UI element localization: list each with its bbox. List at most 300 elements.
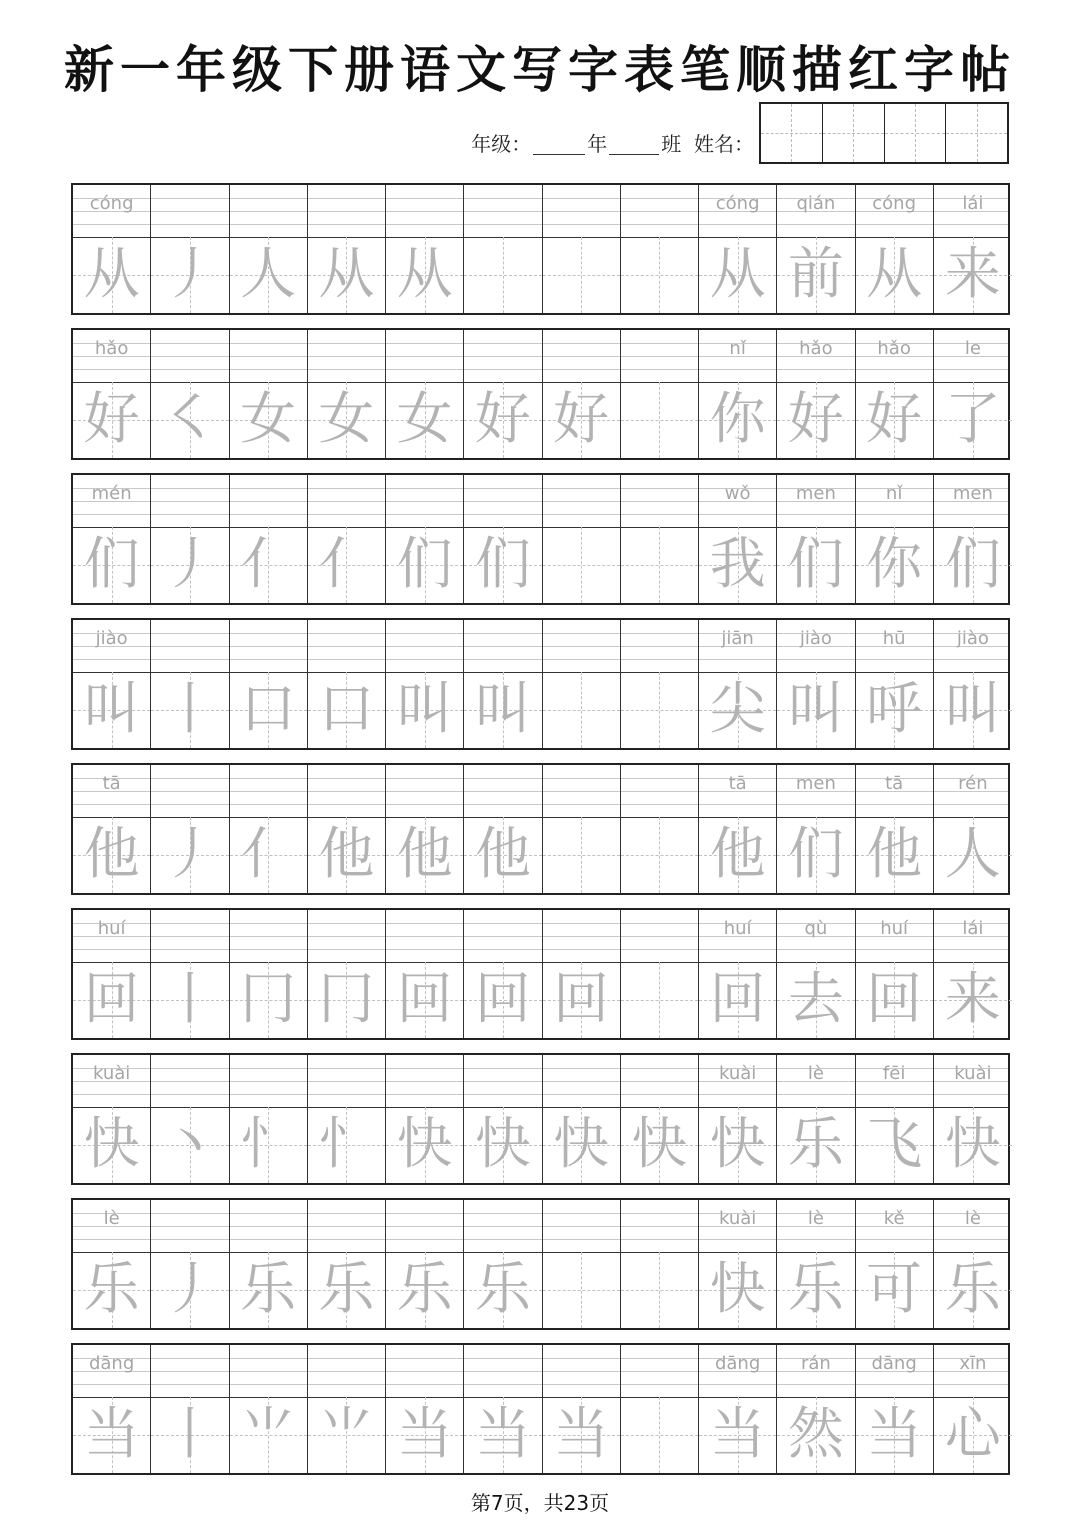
word-char: 前 (787, 242, 844, 307)
word-char: 乐 (787, 1112, 844, 1177)
stroke-step: 他 (474, 822, 531, 887)
word-pinyin: tā (728, 773, 747, 794)
word-pinyin: qián (796, 193, 836, 214)
stroke-cell[interactable] (464, 475, 542, 603)
name-box[interactable] (761, 104, 823, 162)
tian-grid-box (856, 1107, 933, 1183)
tian-grid-box (856, 237, 933, 313)
tian-grid-box (699, 672, 776, 748)
stroke-cell[interactable] (230, 1345, 308, 1473)
stroke-cell[interactable] (308, 910, 386, 1038)
name-label: 姓名： (694, 132, 754, 156)
stroke-step: 冂 (318, 967, 375, 1032)
word-char-cell[interactable] (777, 910, 855, 1038)
tian-grid-box (308, 237, 385, 313)
word-char: 心 (944, 1402, 1001, 1467)
word-char-cell[interactable] (699, 1345, 777, 1473)
practice-row (71, 183, 1010, 315)
main-char: 们 (83, 532, 140, 597)
stroke-cell[interactable] (230, 1055, 308, 1183)
stroke-cell[interactable] (464, 765, 542, 893)
word-char-cell[interactable] (699, 1200, 777, 1328)
word-char-cell[interactable] (934, 765, 1012, 893)
tian-grid-box (230, 672, 307, 748)
word-char-cell[interactable] (934, 1345, 1012, 1473)
stroke-step: 丶 (161, 1112, 218, 1177)
stroke-cell[interactable] (151, 330, 229, 458)
main-char-cell[interactable] (73, 330, 151, 458)
tian-grid-box (230, 237, 307, 313)
stroke-cell[interactable] (230, 475, 308, 603)
stroke-step: 冂 (240, 967, 297, 1032)
word-char-cell[interactable] (699, 475, 777, 603)
tian-grid-box (73, 237, 150, 313)
word-char: 们 (944, 532, 1001, 597)
word-pinyin: nǐ (729, 338, 746, 359)
stroke-cell[interactable] (230, 620, 308, 748)
stroke-cell[interactable] (621, 765, 699, 893)
tian-grid-box (151, 527, 228, 603)
word-char: 快 (709, 1257, 766, 1322)
tian-grid-box (621, 1107, 698, 1183)
word-char-cell[interactable] (777, 475, 855, 603)
stroke-step: 人 (240, 242, 297, 307)
tian-grid-box (856, 382, 933, 458)
tian-grid-box (308, 382, 385, 458)
main-char-cell[interactable] (73, 620, 151, 748)
stroke-cell[interactable] (621, 185, 699, 313)
word-char-cell[interactable] (856, 1200, 934, 1328)
tian-grid-box (777, 1107, 854, 1183)
tian-grid-box (621, 672, 698, 748)
tian-grid-box (777, 382, 854, 458)
stroke-step: 乐 (474, 1257, 531, 1322)
stroke-step: 乐 (396, 1257, 453, 1322)
word-pinyin: rán (800, 1353, 831, 1374)
stroke-step: 丨 (161, 967, 218, 1032)
word-pinyin: wǒ (724, 483, 751, 504)
word-char-cell[interactable] (699, 330, 777, 458)
stroke-cell[interactable] (464, 330, 542, 458)
stroke-cell[interactable] (386, 475, 464, 603)
main-char: 他 (83, 822, 140, 887)
main-char-pinyin: kuài (92, 1063, 131, 1084)
tian-grid-box (230, 1397, 307, 1473)
stroke-cell[interactable] (151, 1345, 229, 1473)
stroke-step: 乐 (318, 1257, 375, 1322)
stroke-cell[interactable] (621, 1200, 699, 1328)
tian-grid-box (621, 1397, 698, 1473)
main-char-cell[interactable] (73, 1055, 151, 1183)
stroke-cell[interactable] (543, 910, 621, 1038)
main-char-cell[interactable] (73, 1200, 151, 1328)
practice-row (71, 908, 1010, 1040)
stroke-cell[interactable] (151, 1200, 229, 1328)
stroke-cell[interactable] (151, 475, 229, 603)
stroke-cell[interactable] (464, 185, 542, 313)
word-char: 们 (787, 822, 844, 887)
year-label: 年 (587, 132, 608, 156)
student-info (0, 128, 754, 157)
word-pinyin: lái (962, 918, 984, 939)
word-char-cell[interactable] (856, 765, 934, 893)
stroke-step: 快 (631, 1112, 688, 1177)
word-char: 快 (709, 1112, 766, 1177)
stroke-step: 当 (553, 1402, 610, 1467)
stroke-cell[interactable] (464, 620, 542, 748)
stroke-step: 叫 (396, 677, 453, 742)
stroke-cell[interactable] (308, 475, 386, 603)
stroke-step: 从 (318, 242, 375, 307)
stroke-step: 快 (474, 1112, 531, 1177)
tian-grid-box (543, 1252, 620, 1328)
stroke-step: 回 (553, 967, 610, 1032)
stroke-cell[interactable] (230, 910, 308, 1038)
stroke-step: 亻 (240, 822, 297, 887)
tian-grid-box (543, 527, 620, 603)
tian-grid-box (386, 527, 463, 603)
word-char-cell[interactable] (856, 185, 934, 313)
tian-grid-box (386, 1397, 463, 1473)
practice-row (71, 1053, 1010, 1185)
stroke-step: 口 (240, 677, 297, 742)
stroke-cell[interactable] (386, 1055, 464, 1183)
practice-row (71, 328, 1010, 460)
stroke-step: 回 (474, 967, 531, 1032)
main-char-cell[interactable] (73, 185, 151, 313)
stroke-step: 忄 (318, 1112, 375, 1177)
tian-grid-box (934, 672, 1012, 748)
stroke-cell[interactable] (464, 1200, 542, 1328)
word-char-cell[interactable] (777, 1345, 855, 1473)
name-box[interactable] (885, 104, 947, 162)
word-pinyin: hū (882, 628, 906, 649)
stroke-cell[interactable] (386, 765, 464, 893)
tian-grid-box (308, 1252, 385, 1328)
tian-grid-box (777, 237, 854, 313)
tian-grid-box (621, 382, 698, 458)
main-char-pinyin: tā (102, 773, 121, 794)
word-pinyin: hǎo (877, 338, 911, 359)
word-char-cell[interactable] (777, 185, 855, 313)
tian-grid-box (308, 672, 385, 748)
stroke-cell[interactable] (621, 330, 699, 458)
stroke-step: 丨 (161, 677, 218, 742)
tian-grid-box (777, 527, 854, 603)
tian-grid-box (308, 962, 385, 1038)
tian-grid-box (308, 1397, 385, 1473)
word-char-cell[interactable] (699, 1055, 777, 1183)
tian-grid-box (856, 962, 933, 1038)
stroke-cell[interactable] (151, 1055, 229, 1183)
word-char-cell[interactable] (699, 765, 777, 893)
stroke-step: ㇛ (161, 387, 218, 452)
word-char-cell[interactable] (856, 330, 934, 458)
word-char: 回 (866, 967, 923, 1032)
practice-row (71, 1343, 1010, 1475)
tian-grid-box (777, 962, 854, 1038)
grade-label: 年级： (471, 132, 532, 156)
tian-grid-box (699, 527, 776, 603)
word-char-cell[interactable] (777, 765, 855, 893)
stroke-cell[interactable] (543, 330, 621, 458)
word-pinyin: rén (958, 773, 988, 794)
word-char-cell[interactable] (699, 620, 777, 748)
stroke-cell[interactable] (151, 910, 229, 1038)
word-char-cell[interactable] (856, 475, 934, 603)
stroke-step: 丨 (161, 1402, 218, 1467)
word-char-cell[interactable] (934, 475, 1012, 603)
tian-grid-box (464, 237, 541, 313)
tian-grid-box (934, 527, 1012, 603)
tian-grid-box (464, 1107, 541, 1183)
word-pinyin: men (795, 483, 836, 504)
main-char-cell[interactable] (73, 910, 151, 1038)
word-char: 然 (787, 1402, 844, 1467)
name-box[interactable] (946, 104, 1007, 162)
stroke-step: 回 (396, 967, 453, 1032)
stroke-step: 丿 (161, 822, 218, 887)
tian-grid-box (464, 962, 541, 1038)
word-char-cell[interactable] (934, 1055, 1012, 1183)
tian-grid-box (308, 817, 385, 893)
tian-grid-box (308, 1107, 385, 1183)
tian-grid-box (621, 1252, 698, 1328)
word-char: 叫 (787, 677, 844, 742)
stroke-cell[interactable] (543, 765, 621, 893)
tian-grid-box (308, 527, 385, 603)
word-pinyin: tā (885, 773, 904, 794)
word-pinyin: lè (807, 1063, 824, 1084)
word-pinyin: dāng (714, 1353, 761, 1374)
tian-grid-box (856, 672, 933, 748)
word-char: 你 (709, 387, 766, 452)
word-pinyin: fēi (882, 1063, 906, 1084)
tian-grid-box (73, 1252, 150, 1328)
stroke-cell[interactable] (230, 1200, 308, 1328)
word-char: 好 (866, 387, 923, 452)
practice-row (71, 1198, 1010, 1330)
grade-blank[interactable] (533, 136, 585, 155)
tian-grid-box (151, 1397, 228, 1473)
main-char-pinyin: mén (91, 483, 132, 504)
word-char: 当 (709, 1402, 766, 1467)
stroke-step: 丿 (161, 242, 218, 307)
stroke-cell[interactable] (386, 185, 464, 313)
tian-grid-box (699, 1397, 776, 1473)
main-char-cell[interactable] (73, 765, 151, 893)
stroke-cell[interactable] (464, 1345, 542, 1473)
stroke-cell[interactable] (621, 620, 699, 748)
stroke-cell[interactable] (151, 620, 229, 748)
main-char: 好 (83, 387, 140, 452)
tian-grid-box (73, 1107, 150, 1183)
stroke-cell[interactable] (543, 185, 621, 313)
word-char-cell[interactable] (934, 910, 1012, 1038)
tian-grid-box (73, 817, 150, 893)
word-char: 快 (944, 1112, 1001, 1177)
class-label: 班 (661, 132, 682, 156)
stroke-cell[interactable] (386, 620, 464, 748)
tian-grid-box (73, 962, 150, 1038)
word-char: 尖 (709, 677, 766, 742)
word-char: 叫 (944, 677, 1001, 742)
stroke-cell[interactable] (621, 1055, 699, 1183)
word-char: 来 (944, 242, 1001, 307)
practice-row (71, 473, 1010, 605)
word-pinyin: hǎo (799, 338, 833, 359)
tian-grid-box (699, 1107, 776, 1183)
word-char: 你 (866, 532, 923, 597)
tian-grid-box (230, 962, 307, 1038)
tian-grid-box (151, 382, 228, 458)
tian-grid-box (230, 527, 307, 603)
stroke-cell[interactable] (151, 765, 229, 893)
word-pinyin: huí (723, 918, 752, 939)
tian-grid-box (464, 1397, 541, 1473)
stroke-step: ⺌ (240, 1402, 297, 1467)
stroke-cell[interactable] (308, 185, 386, 313)
word-char: 们 (787, 532, 844, 597)
word-char-cell[interactable] (777, 1200, 855, 1328)
word-char: 来 (944, 967, 1001, 1032)
tian-grid-box (464, 817, 541, 893)
practice-row (71, 763, 1010, 895)
word-char: 人 (944, 822, 1001, 887)
stroke-step: 他 (318, 822, 375, 887)
word-char-cell[interactable] (777, 330, 855, 458)
word-char-cell[interactable] (934, 1200, 1012, 1328)
tian-grid-box (699, 382, 776, 458)
stroke-step: 从 (396, 242, 453, 307)
stroke-cell[interactable] (151, 185, 229, 313)
tian-grid-box (934, 1107, 1012, 1183)
word-pinyin: men (952, 483, 993, 504)
word-pinyin: jiān (721, 628, 754, 649)
word-pinyin: jiào (956, 628, 989, 649)
stroke-cell[interactable] (621, 1345, 699, 1473)
word-char-cell[interactable] (934, 185, 1012, 313)
word-char: 飞 (866, 1112, 923, 1177)
tian-grid-box (386, 237, 463, 313)
tian-grid-box (230, 1107, 307, 1183)
word-char-cell[interactable] (856, 910, 934, 1038)
tian-grid-box (151, 1107, 228, 1183)
main-char: 乐 (83, 1257, 140, 1322)
tian-grid-box (934, 1397, 1012, 1473)
word-char-cell[interactable] (777, 1055, 855, 1183)
stroke-cell[interactable] (543, 1055, 621, 1183)
stroke-cell[interactable] (464, 910, 542, 1038)
tian-grid-box (621, 237, 698, 313)
tian-grid-box (543, 382, 620, 458)
word-char-cell[interactable] (699, 910, 777, 1038)
tian-grid-box (856, 1397, 933, 1473)
tian-grid-box (543, 1107, 620, 1183)
tian-grid-box (386, 672, 463, 748)
word-char-cell[interactable] (856, 1345, 934, 1473)
tian-grid-box (934, 237, 1012, 313)
stroke-cell[interactable] (386, 1200, 464, 1328)
stroke-cell[interactable] (621, 910, 699, 1038)
main-char: 快 (83, 1112, 140, 1177)
word-char-cell[interactable] (777, 620, 855, 748)
word-char: 好 (787, 387, 844, 452)
word-char-cell[interactable] (934, 330, 1012, 458)
tian-grid-box (73, 1397, 150, 1473)
stroke-cell[interactable] (308, 1345, 386, 1473)
tian-grid-box (621, 962, 698, 1038)
main-char: 回 (83, 967, 140, 1032)
stroke-step: 女 (318, 387, 375, 452)
word-char-cell[interactable] (934, 620, 1012, 748)
stroke-cell[interactable] (621, 475, 699, 603)
stroke-cell[interactable] (230, 765, 308, 893)
stroke-cell[interactable] (464, 1055, 542, 1183)
stroke-cell[interactable] (308, 1055, 386, 1183)
word-pinyin: le (964, 338, 981, 359)
stroke-cell[interactable] (308, 1200, 386, 1328)
stroke-step: 他 (396, 822, 453, 887)
stroke-cell[interactable] (386, 1345, 464, 1473)
word-char-cell[interactable] (856, 620, 934, 748)
stroke-cell[interactable] (230, 185, 308, 313)
word-char: 从 (866, 242, 923, 307)
tian-grid-box (230, 817, 307, 893)
tian-grid-box (699, 237, 776, 313)
tian-grid-box (73, 672, 150, 748)
stroke-cell[interactable] (386, 910, 464, 1038)
stroke-cell[interactable] (543, 1200, 621, 1328)
page-number: 第7页，共23页 (470, 1491, 610, 1515)
tian-grid-box (464, 382, 541, 458)
word-char-cell[interactable] (699, 185, 777, 313)
tian-grid-box (151, 962, 228, 1038)
stroke-step: 叫 (474, 677, 531, 742)
word-char: 他 (709, 822, 766, 887)
name-boxes (759, 102, 1009, 164)
main-char-pinyin: jiào (95, 628, 128, 649)
stroke-step: 亻 (240, 532, 297, 597)
main-char: 叫 (83, 677, 140, 742)
stroke-cell[interactable] (543, 620, 621, 748)
tian-grid-box (777, 1252, 854, 1328)
stroke-cell[interactable] (230, 330, 308, 458)
word-char-cell[interactable] (856, 1055, 934, 1183)
class-blank[interactable] (609, 136, 659, 155)
stroke-cell[interactable] (308, 330, 386, 458)
stroke-cell[interactable] (543, 475, 621, 603)
stroke-cell[interactable] (543, 1345, 621, 1473)
word-pinyin: dāng (871, 1353, 917, 1374)
word-char: 当 (866, 1402, 923, 1467)
tian-grid-box (543, 672, 620, 748)
stroke-cell[interactable] (308, 620, 386, 748)
main-char-cell[interactable] (73, 1345, 151, 1473)
main-char-pinyin: huí (97, 918, 126, 939)
tian-grid-box (464, 672, 541, 748)
tian-grid-box (699, 962, 776, 1038)
stroke-cell[interactable] (386, 330, 464, 458)
tian-grid-box (856, 817, 933, 893)
tian-grid-box (777, 672, 854, 748)
main-char-cell[interactable] (73, 475, 151, 603)
tian-grid-box (621, 527, 698, 603)
tian-grid-box (151, 817, 228, 893)
stroke-cell[interactable] (308, 765, 386, 893)
name-box[interactable] (823, 104, 885, 162)
main-char: 从 (83, 242, 140, 307)
